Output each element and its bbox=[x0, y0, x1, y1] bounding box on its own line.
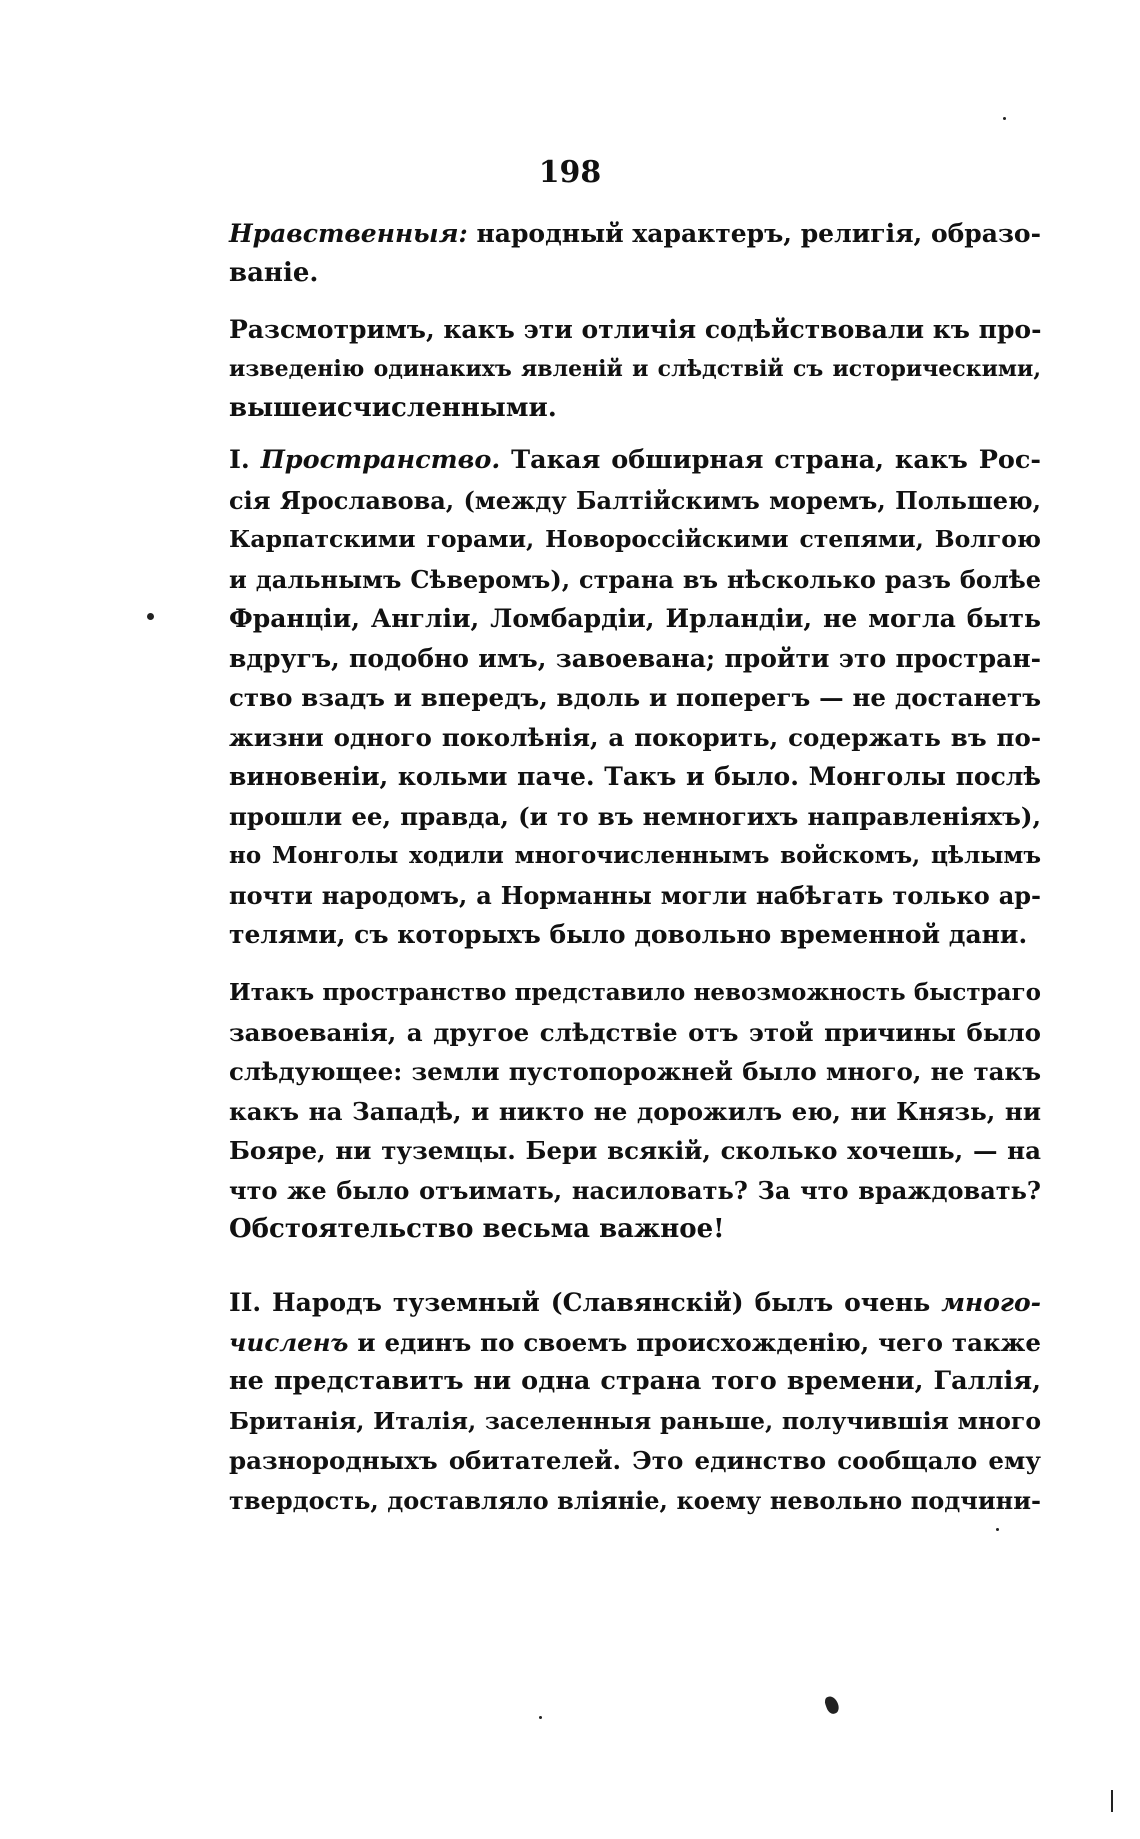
text-line bbox=[229, 1283, 1041, 1323]
line-text: народный характеръ, религія, образо- bbox=[467, 219, 1041, 248]
line-text: изведенію одинакихъ явленій и слѣдствій съ историческими, bbox=[229, 355, 1041, 382]
line-text: завоеванія, а другое слѣдствіе отъ этой причины было bbox=[229, 1017, 1041, 1047]
text-line bbox=[229, 757, 1041, 797]
line-text: виновеніи, кольми паче. Такъ и было. Монголы послѣ bbox=[229, 762, 1041, 791]
scan-speck bbox=[1003, 117, 1006, 120]
text-line bbox=[229, 1481, 1041, 1521]
paragraph-people bbox=[229, 1283, 1041, 1520]
text-line bbox=[229, 389, 1041, 429]
line-text: ство взадъ и впередъ, вдоль и поперегъ — не достанетъ bbox=[229, 683, 1041, 712]
text-line bbox=[229, 973, 1041, 1013]
text-line bbox=[229, 214, 1041, 254]
line-text: Разсмотримъ, какъ эти отличія содѣйствовали къ про- bbox=[229, 315, 1042, 344]
text-line bbox=[229, 836, 1041, 876]
text-line bbox=[229, 639, 1041, 679]
text-line bbox=[229, 520, 1041, 560]
line-text: и дальнымъ Сѣверомъ), страна въ нѣсколько разъ болѣе bbox=[229, 564, 1041, 594]
text-line bbox=[229, 1131, 1041, 1171]
italic-term: численъ bbox=[229, 1327, 349, 1357]
ink-blot bbox=[823, 1694, 840, 1715]
text-line bbox=[229, 254, 1041, 294]
line-text: ваніе. bbox=[229, 257, 319, 288]
line-text: II. Народъ туземный (Славянскій) былъ очень bbox=[229, 1288, 942, 1317]
line-text: Карпатскими горами, Новороссійскими степями, Волгою bbox=[229, 525, 1041, 553]
text-line bbox=[229, 1441, 1041, 1481]
text-line bbox=[229, 441, 1041, 481]
page-number: 198 bbox=[538, 155, 602, 190]
line-text: Франціи, Англіи, Ломбардіи, Ирландіи, не могла быть bbox=[229, 604, 1041, 633]
text-line bbox=[229, 1052, 1041, 1092]
scan-speck bbox=[147, 613, 154, 620]
text-line bbox=[229, 1171, 1041, 1211]
text-line bbox=[229, 1323, 1041, 1363]
line-text: прошли ее, правда, (и то въ немногихъ направленіяхъ), bbox=[229, 801, 1041, 831]
text-line bbox=[229, 1402, 1041, 1442]
line-text: твердость, доставляло вліяніе, коему невольно подчини- bbox=[229, 1485, 1041, 1515]
line-text: сія Ярославова, (между Балтійскимъ моремъ, Польшею, bbox=[229, 485, 1041, 515]
text-line bbox=[229, 876, 1041, 916]
line-text: Обстоятельство весьма важное! bbox=[229, 1214, 725, 1244]
paragraph-consider bbox=[229, 310, 1041, 429]
line-text: и единъ по своемъ происхожденію, чего также bbox=[348, 1327, 1041, 1357]
line-text: Бояре, ни туземцы. Бери всякій, сколько хочешь, — на bbox=[229, 1136, 1041, 1165]
text-line bbox=[229, 678, 1041, 718]
paragraph-space bbox=[229, 441, 1041, 955]
line-text: что же было отъимать, насиловать? За что враждовать? bbox=[229, 1175, 1041, 1205]
line-text: вышеисчисленными. bbox=[229, 393, 557, 423]
text-line bbox=[229, 481, 1041, 521]
scan-speck bbox=[996, 1528, 999, 1531]
italic-term: Пространство. bbox=[260, 445, 501, 475]
line-text: почти народомъ, а Норманны могли набѣгать только ар- bbox=[229, 880, 1041, 910]
line-text: какъ на Западѣ, и никто не дорожилъ ею, ни Князь, ни bbox=[229, 1096, 1041, 1126]
line-text: телями, съ которыхъ было довольно временной дани. bbox=[229, 920, 1028, 949]
text-line bbox=[229, 1013, 1041, 1053]
text-line bbox=[229, 1210, 1041, 1250]
line-text: разнородныхъ обитателей. Это единство сообщало ему bbox=[229, 1446, 1041, 1475]
text-line bbox=[229, 350, 1041, 390]
paragraph-moral-factors bbox=[229, 214, 1041, 293]
italic-term: Нравственныя: bbox=[229, 219, 468, 248]
line-text: но Монголы ходили многочисленнымъ войскомъ, цѣлымъ bbox=[229, 842, 1041, 869]
text-line bbox=[229, 1092, 1041, 1132]
line-text: Итакъ пространство представило невозможность быстраго bbox=[229, 979, 1041, 1006]
line-text: Британія, Италія, заселенныя раньше, получившія много bbox=[229, 1406, 1041, 1435]
text-line bbox=[229, 797, 1041, 837]
line-text: слѣдующее: земли пустопорожней было много, не такъ bbox=[229, 1057, 1041, 1086]
line-text: не представитъ ни одна страна того времени, Галлія, bbox=[229, 1366, 1041, 1396]
italic-term: много- bbox=[941, 1288, 1041, 1317]
scan-speck bbox=[539, 1716, 542, 1719]
section-numeral: I. bbox=[229, 445, 261, 475]
paragraph-conquest bbox=[229, 973, 1041, 1250]
text-line bbox=[229, 310, 1041, 350]
text-line bbox=[229, 1362, 1041, 1402]
text-line bbox=[229, 718, 1041, 758]
text-line bbox=[229, 599, 1041, 639]
scan-mark bbox=[1111, 1790, 1113, 1812]
line-text: жизни одного поколѣнія, а покорить, содержать въ по- bbox=[229, 722, 1041, 752]
text-line bbox=[229, 560, 1041, 600]
line-text: вдругъ, подобно имъ, завоевана; пройти это простран- bbox=[229, 643, 1041, 673]
text-line bbox=[229, 915, 1041, 955]
line-text: Такая обширная страна, какъ Рос- bbox=[500, 445, 1041, 475]
